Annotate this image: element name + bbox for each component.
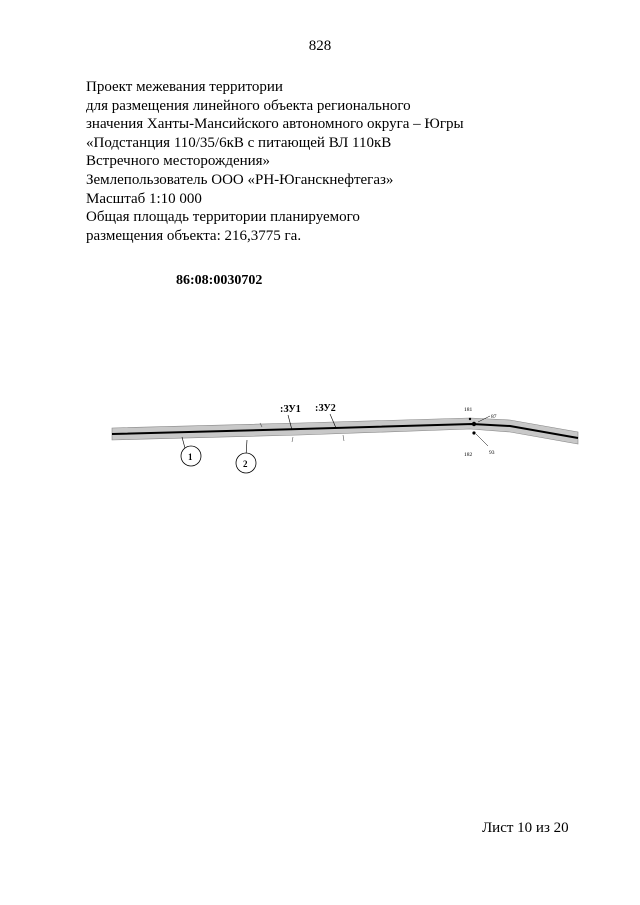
boundary-map: [0, 390, 640, 490]
point-label-93: 93: [489, 450, 495, 456]
parcel-label-zu1: :ЗУ1: [280, 404, 301, 415]
page-number: 828: [308, 38, 332, 54]
sheet-indicator: Лист 10 из 20: [482, 820, 569, 836]
scale-line: Масштаб 1:10 000: [86, 190, 202, 207]
title-line-4: «Подстанция 110/35/6кВ с питающей ВЛ 110кВ: [86, 134, 392, 151]
title-line-5: Встречного месторождения»: [86, 153, 271, 170]
point-label-182: 182: [464, 452, 473, 458]
title-line-3: значения Ханты-Мансийского автономного округа – Югры: [86, 116, 464, 133]
project-title-block: [86, 78, 506, 245]
callout-label-2: 2: [243, 459, 248, 469]
land-user-line: Землепользователь ООО «РН-Юганскнефтегаз»: [86, 171, 394, 188]
point-label-181: 181: [464, 407, 473, 413]
title-line-2: для размещения линейного объекта регионального: [86, 97, 411, 114]
node-point: [472, 422, 476, 426]
area-line-1: Общая площадь территории планируемого: [86, 209, 360, 226]
corridor-band: [112, 418, 578, 444]
parcel-label-zu2: :ЗУ2: [315, 403, 336, 414]
title-line-1: Проект межевания территории: [86, 79, 283, 95]
node-point: [469, 418, 471, 420]
callout-label-1: 1: [188, 452, 193, 462]
area-line-2: размещения объекта: 216,3775 га.: [86, 227, 302, 244]
cadastral-number: 86:08:0030702: [176, 273, 263, 288]
node-point: [472, 431, 475, 434]
point-label-87: 87: [491, 414, 497, 420]
